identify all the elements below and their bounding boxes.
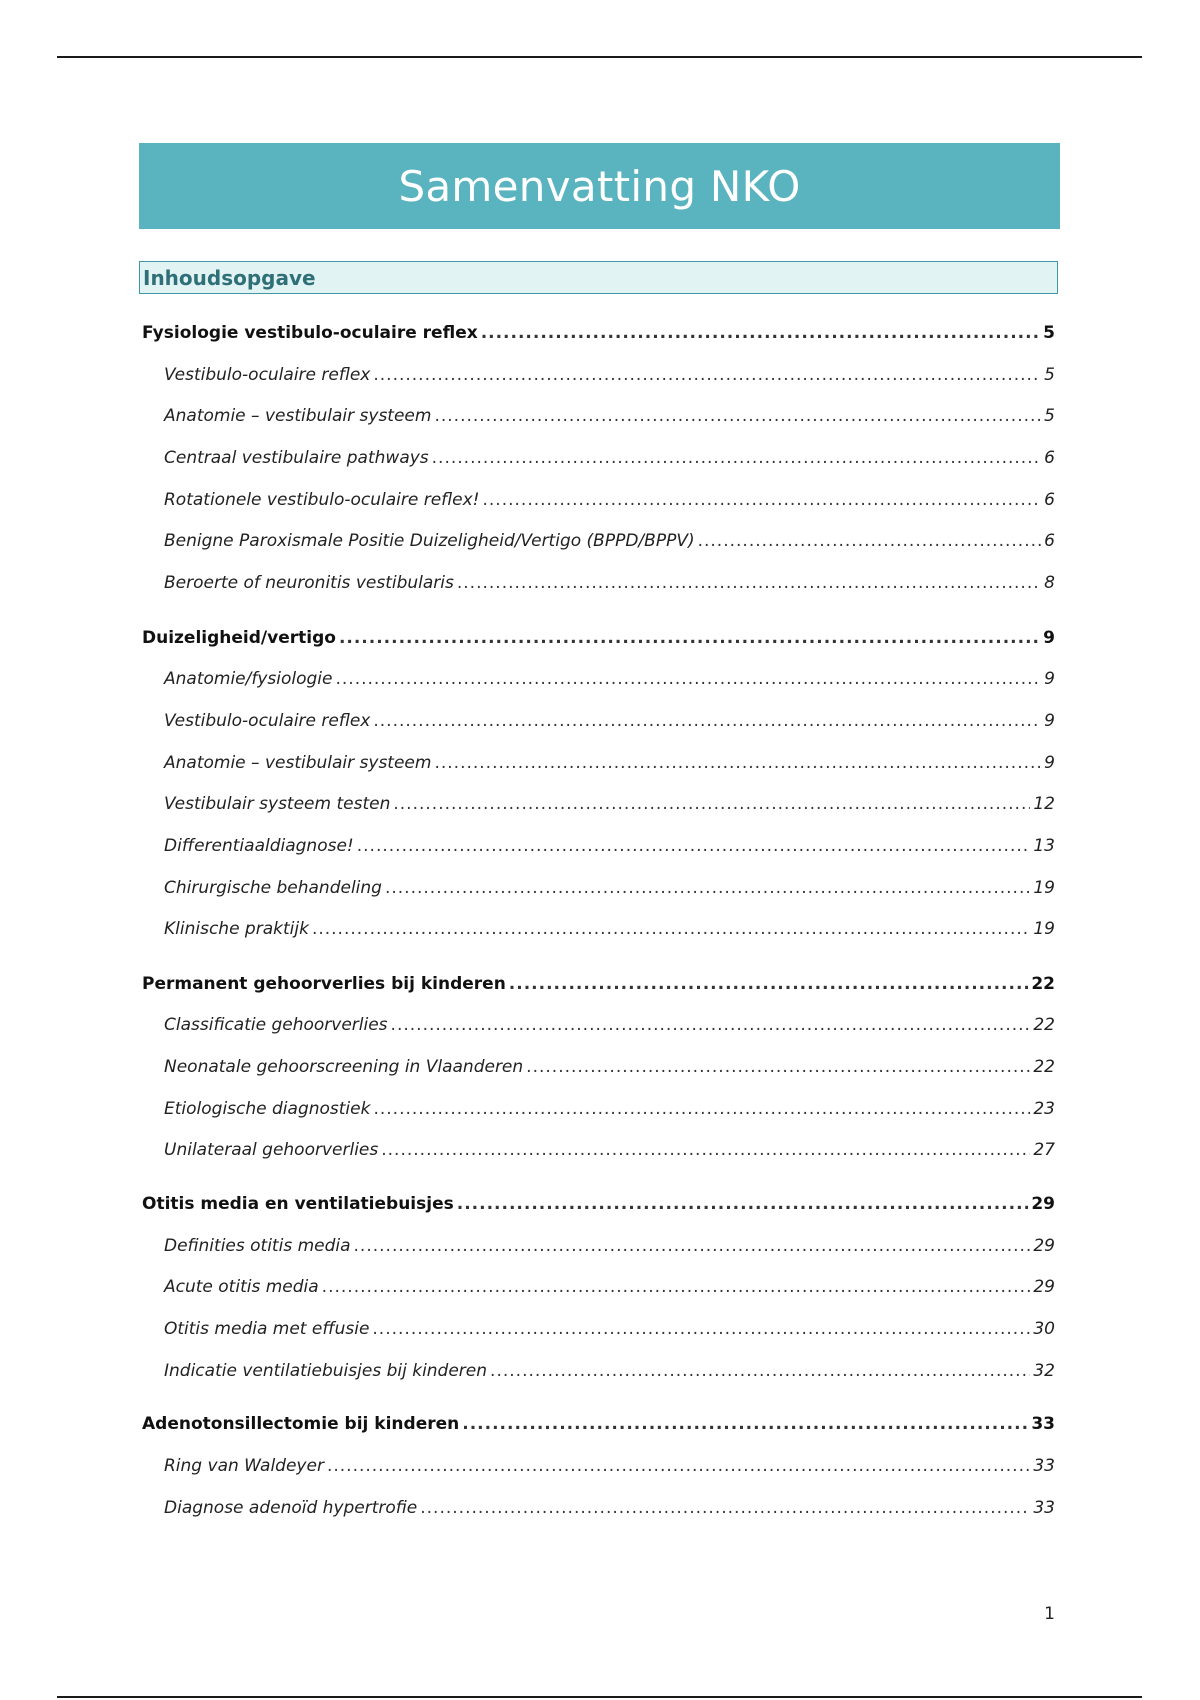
toc-entry-subsection[interactable] (164, 751, 1055, 775)
toc-entry-subsection[interactable] (164, 363, 1055, 387)
dot-leader (335, 667, 1041, 691)
dot-leader (327, 1454, 1030, 1478)
toc-entry-page: 23 (1033, 1099, 1055, 1119)
toc-entry-subsection[interactable] (164, 1055, 1055, 1079)
toc-entry-label: Indicatie ventilatiebuisjes bij kinderen (164, 1361, 488, 1381)
dot-leader (312, 917, 1030, 941)
toc-heading-label: Inhoudsopgave (143, 265, 316, 290)
toc-entry-section[interactable] (142, 972, 1055, 996)
toc-entry-page: 13 (1033, 836, 1055, 856)
toc-entry-subsection[interactable] (164, 1496, 1055, 1520)
toc-entry-page: 6 (1044, 531, 1055, 551)
toc-entry-page: 33 (1033, 1498, 1055, 1518)
dot-leader (373, 1097, 1030, 1121)
toc-entry-subsection[interactable] (164, 1275, 1055, 1299)
toc-entry-label: Vestibulo-oculaire reflex (164, 365, 371, 385)
dot-leader (381, 1138, 1030, 1162)
toc-entry-subsection[interactable] (164, 1138, 1055, 1162)
toc-entry-page: 12 (1033, 794, 1055, 814)
dot-leader (462, 1412, 1028, 1436)
dot-leader (339, 626, 1040, 650)
toc-entry-page: 9 (1044, 753, 1055, 773)
toc-entry-page: 5 (1044, 406, 1055, 426)
dot-leader (457, 1192, 1029, 1216)
toc-entry-page: 5 (1044, 365, 1055, 385)
dot-leader (432, 446, 1042, 470)
toc-entry-label: Anatomie – vestibulair systeem (164, 753, 432, 773)
toc-entry-page: 9 (1043, 628, 1055, 648)
toc-entry-subsection[interactable] (164, 404, 1055, 428)
toc-heading (139, 261, 1058, 294)
toc-entry-label: Anatomie – vestibulair systeem (164, 406, 432, 426)
toc-entry-subsection[interactable] (164, 667, 1055, 691)
toc-entry-subsection[interactable] (164, 1234, 1055, 1258)
toc-entry-page: 8 (1044, 573, 1055, 593)
toc-entry-page: 29 (1031, 1194, 1055, 1214)
dot-leader (357, 834, 1031, 858)
dot-leader (372, 1317, 1030, 1341)
toc-entry-label: Fysiologie vestibulo-oculaire reflex (142, 323, 478, 343)
toc-entry-section[interactable] (142, 321, 1055, 345)
dot-leader (322, 1275, 1031, 1299)
toc-entry-section[interactable] (142, 626, 1055, 650)
dot-leader (481, 321, 1040, 345)
toc-entry-label: Classificatie gehoorverlies (164, 1015, 388, 1035)
toc-entry-subsection[interactable] (164, 917, 1055, 941)
toc-entry-label: Etiologische diagnostiek (164, 1099, 371, 1119)
toc-entry-section[interactable] (142, 1412, 1055, 1436)
toc-entry-subsection[interactable] (164, 834, 1055, 858)
toc-entry-label: Otitis media met effusie (164, 1319, 370, 1339)
toc-entry-label: Diagnose adenoïd hypertrofie (164, 1498, 418, 1518)
document-title: Samenvatting NKO (398, 161, 801, 211)
toc-entry-label: Rotationele vestibulo-oculaire reflex! (164, 490, 480, 510)
toc-entry-subsection[interactable] (164, 571, 1055, 595)
footer-rule (57, 1696, 1142, 1698)
dot-leader (420, 1496, 1030, 1520)
toc-entry-page: 5 (1043, 323, 1055, 343)
toc-entry-label: Permanent gehoorverlies bij kinderen (142, 974, 506, 994)
page-number: 1 (1044, 1604, 1055, 1624)
toc-entry-section[interactable] (142, 1192, 1055, 1216)
toc-entry-label: Definities otitis media (164, 1236, 351, 1256)
dot-leader (393, 792, 1030, 816)
toc-entry-page: 22 (1031, 974, 1055, 994)
toc-entry-label: Ring van Waldeyer (164, 1456, 324, 1476)
toc-entry-page: 30 (1033, 1319, 1055, 1339)
toc-entry-page: 19 (1033, 878, 1055, 898)
toc-entry-page: 6 (1044, 448, 1055, 468)
dot-leader (526, 1055, 1030, 1079)
toc-entry-label: Unilateraal gehoorverlies (164, 1140, 379, 1160)
toc-entry-page: 27 (1033, 1140, 1055, 1160)
toc-entry-subsection[interactable] (164, 1097, 1055, 1121)
toc-entry-subsection[interactable] (164, 488, 1055, 512)
dot-leader (698, 529, 1042, 553)
toc-entry-subsection[interactable] (164, 876, 1055, 900)
toc-entry-label: Acute otitis media (164, 1277, 319, 1297)
toc-entry-label: Vestibulair systeem testen (164, 794, 391, 814)
toc-entry-label: Beroerte of neuronitis vestibularis (164, 573, 454, 593)
dot-leader (373, 363, 1041, 387)
toc-entry-page: 29 (1033, 1236, 1055, 1256)
toc-entry-subsection[interactable] (164, 1013, 1055, 1037)
dot-leader (483, 488, 1042, 512)
toc-entry-page: 19 (1033, 919, 1055, 939)
toc-entry-page: 6 (1044, 490, 1055, 510)
toc-entry-label: Chirurgische behandeling (164, 878, 382, 898)
toc-entry-label: Anatomie/fysiologie (164, 669, 333, 689)
dot-leader (391, 1013, 1031, 1037)
dot-leader (457, 571, 1041, 595)
toc-entry-label: Adenotonsillectomie bij kinderen (142, 1414, 460, 1434)
toc-entry-page: 22 (1033, 1057, 1055, 1077)
dot-leader (385, 876, 1030, 900)
toc-entry-page: 29 (1033, 1277, 1055, 1297)
toc-entry-page: 9 (1044, 669, 1055, 689)
header-rule (57, 56, 1142, 58)
toc-entry-page: 22 (1033, 1015, 1055, 1035)
toc-entry-subsection[interactable] (164, 1317, 1055, 1341)
toc-entry-page: 32 (1033, 1361, 1055, 1381)
toc-entry-label: Klinische praktijk (164, 919, 309, 939)
toc-entry-label: Benigne Paroxismale Positie Duizeligheid/Vertigo (BPPD/BPPV) (164, 531, 695, 551)
dot-leader (434, 751, 1041, 775)
toc-entry-page: 33 (1033, 1456, 1055, 1476)
toc-entry-label: Neonatale gehoorscreening in Vlaanderen (164, 1057, 524, 1077)
dot-leader (354, 1234, 1031, 1258)
toc-entry-subsection[interactable] (164, 792, 1055, 816)
toc-entry-page: 9 (1044, 711, 1055, 731)
toc-entry-subsection[interactable] (164, 709, 1055, 733)
dot-leader (490, 1359, 1030, 1383)
toc-entry-subsection[interactable] (164, 446, 1055, 470)
toc-entry-subsection[interactable] (164, 529, 1055, 553)
toc-entry-label: Vestibulo-oculaire reflex (164, 711, 371, 731)
toc-entry-page: 33 (1031, 1414, 1055, 1434)
dot-leader (509, 972, 1029, 996)
dot-leader (373, 709, 1041, 733)
toc-entry-label: Centraal vestibulaire pathways (164, 448, 429, 468)
title-banner (139, 143, 1060, 229)
toc-entry-label: Duizeligheid/vertigo (142, 628, 336, 648)
toc-entry-label: Otitis media en ventilatiebuisjes (142, 1194, 454, 1214)
toc-entry-subsection[interactable] (164, 1454, 1055, 1478)
toc-entry-subsection[interactable] (164, 1359, 1055, 1383)
dot-leader (434, 404, 1041, 428)
toc-entry-label: Differentiaaldiagnose! (164, 836, 354, 856)
